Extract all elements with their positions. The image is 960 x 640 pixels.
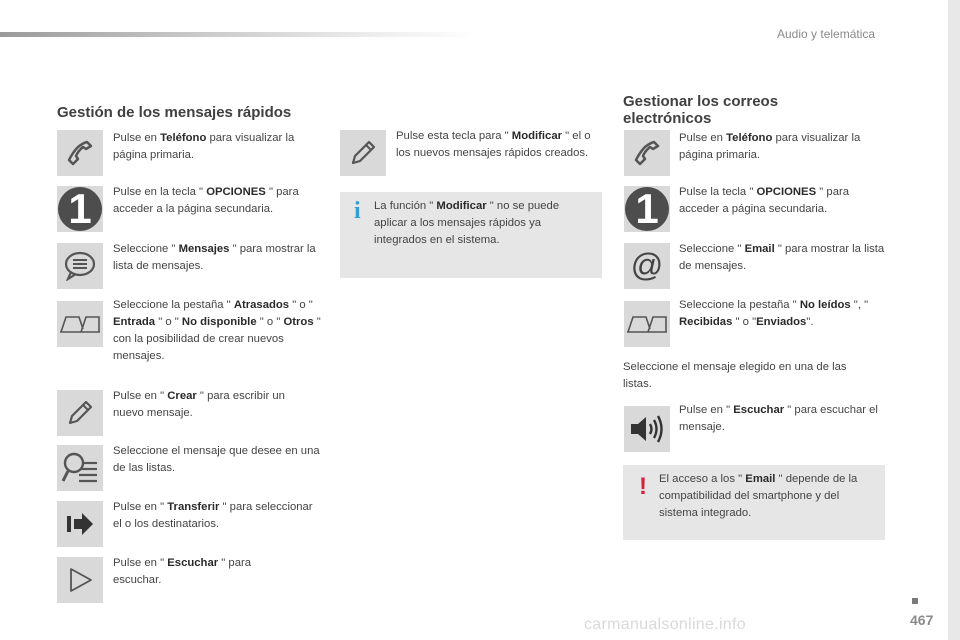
chapter-title: Audio y telemática [777, 27, 876, 41]
left-step-7-text: Pulse en " Transferir " para seleccionar el o los destinatarios. [113, 501, 313, 530]
speaker-icon [624, 406, 670, 452]
step-number-1: 1 [57, 186, 103, 232]
header-gradient-bar [0, 32, 480, 37]
right-plain-text: Seleccione el mensaje elegido en una de las listas. [623, 361, 847, 390]
middle-step-text: Pulse esta tecla para " Modificar " el o los nuevos mensajes rápidos creados. [396, 130, 591, 159]
page-number: 467 [910, 612, 934, 628]
right-listen-text: Pulse en " Escuchar " para escuchar el mensaje. [679, 404, 878, 433]
right-step-2-text: Pulse la tecla " OPCIONES " para acceder a página secundaria. [679, 186, 850, 215]
left-step-8-text: Pulse en " Escuchar " para escuchar. [113, 557, 252, 586]
page-edge-strip [948, 0, 960, 640]
pencil-icon [340, 130, 386, 176]
warning-note [623, 465, 885, 540]
warning-note-text: El acceso a los " Email " depende de la compatibilidad del smartphone y del sistema integrado. [659, 473, 858, 519]
at-sign-icon [624, 243, 670, 289]
left-step-3-text: Seleccione " Mensajes " para mostrar la lista de mensajes. [113, 243, 316, 272]
info-note [340, 192, 602, 278]
left-step-6-text: Seleccione el mensaje que desee en una de las listas. [113, 445, 320, 474]
phone-handset-icon [624, 130, 670, 176]
info-note-text: La función " Modificar " no se puede aplicar a los mensajes rápidos ya integrados en el sistema. [374, 200, 560, 246]
pencil-icon [57, 390, 103, 436]
right-step-1-text: Pulse en Teléfono para visualizar la página primaria. [679, 132, 861, 161]
tabs-icon [624, 301, 670, 347]
page-marker [912, 598, 918, 604]
watermark: carmanualsonline.info [584, 616, 746, 633]
warning-icon: ! [639, 473, 647, 500]
left-step-5-text: Pulse en " Crear " para escribir un nuevo mensaje. [113, 390, 285, 419]
tabs-icon [57, 301, 103, 347]
step-number-1: 1 [624, 186, 670, 232]
play-icon [57, 557, 103, 603]
left-step-1-text: Pulse en Teléfono para visualizar la página primaria. [113, 132, 295, 161]
section-title-quick-messages: Gestión de los mensajes rápidos [57, 104, 292, 121]
info-icon: i [354, 198, 361, 224]
section-title-emails: Gestionar los correos electrónicos [623, 93, 779, 127]
message-bubble-icon [57, 243, 103, 289]
left-step-4-text: Seleccione la pestaña " Atrasados " o " Entrada " o " No disponible " o " Otros " con la posibilidad de crear nuevos mensajes. [113, 299, 321, 362]
transfer-arrow-icon [57, 501, 103, 547]
right-step-3-text: Seleccione " Email " para mostrar la lista de mensajes. [679, 243, 885, 272]
right-step-4-text: Seleccione la pestaña " No leídos ", " Recibidas " o "Enviados". [679, 299, 869, 328]
svg-text:@: @ [630, 249, 664, 283]
phone-handset-icon [57, 130, 103, 176]
search-list-icon [57, 445, 103, 491]
left-step-2-text: Pulse en la tecla " OPCIONES " para acceder a la página secundaria. [113, 186, 299, 215]
